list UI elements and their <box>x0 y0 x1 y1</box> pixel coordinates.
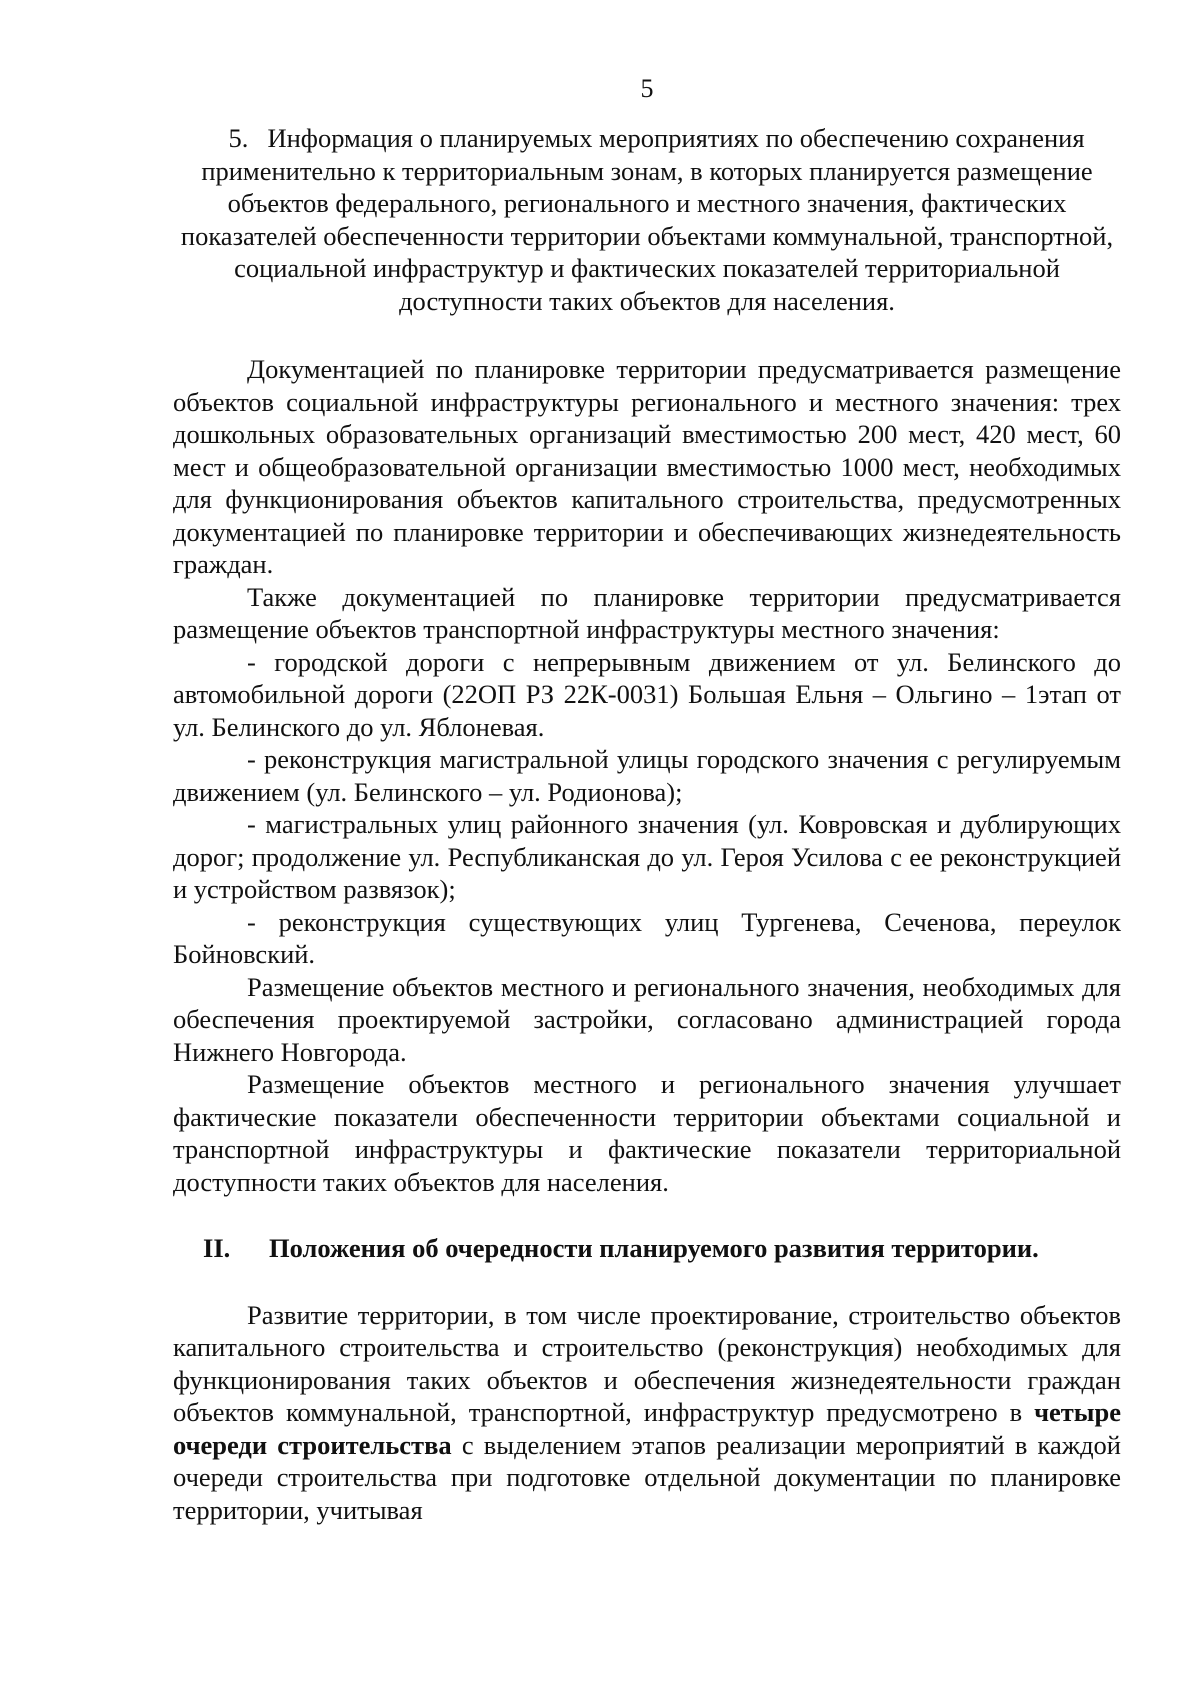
paragraph-improvement: Размещение объектов местного и регионального значения улучшает фактические показатели обеспеченности территории объектами социальной и транспортной инфраструктуры и фактические показатели территориальной доступности таких объектов для населения. <box>173 1069 1121 1197</box>
paragraph-transport-intro: Также документацией по планировке территории предусматривается размещение объектов транспортной инфраструктуры местного значения: <box>173 581 1121 644</box>
list-item-city-road: - городской дороги с непрерывным движением от ул. Белинского до автомобильной дороги (22ОП РЗ 22К-0031) Большая Ельня – Ольгино – 1этап от ул. Белинского до ул. Яблоневая. <box>173 646 1121 742</box>
list-item-main-street: - реконструкция магистральной улицы городского значения с регулируемым движением (ул. Белинского – ул. Родионова); <box>173 744 1121 807</box>
section-2-title: Положения об очередности планируемого развития территории. <box>269 1233 1039 1263</box>
paragraph-text-after: с выделением этапов реализации мероприятий в каждой очереди строительства при подготовке отдельной документации по планировке территории, учитывая <box>173 1429 1121 1525</box>
section-2-heading <box>173 1232 1121 1265</box>
list-item-district-streets: - магистральных улиц районного значения (ул. Ковровская и дублирующих дорог; продолжение ул. Республиканская до ул. Героя Усилова с ее реконструкцией и устройством развязок); <box>173 809 1121 904</box>
paragraph-text-before: Развитие территории, в том числе проектирование, строительство объектов капитального строительства и строительство (реконструкция) необходимых для функционирования таких объектов и обеспечения жизнедеятельности граждан объектов коммунальной, транспортной, инфраструктур предусмотрено в <box>173 1299 1121 1427</box>
section-5-number: 5. <box>228 123 249 153</box>
list-item-existing-streets: - реконструкция существующих улиц Тургенева, Сеченова, переулок Бойновский. <box>173 906 1121 969</box>
section-5-heading <box>173 122 1121 317</box>
paragraph-development-stages <box>173 1299 1121 1527</box>
bold-phrase: четыре очереди строительства <box>173 1397 1121 1460</box>
paragraph-social-infrastructure: Документацией по планировке территории предусматривается размещение объектов социальной инфраструктуры регионального и местного значения: трех дошкольных образовательных организаций вместимостью 200 мест, 420 мест, 60 мест и общеобразовательной организации вместимостью 1000 мест, необходимых для функционирования объектов капитального строительства, предусмотренных документацией по планировке территории и обеспечивающих жизнедеятельность граждан. <box>173 354 1121 579</box>
section-5-title: Информация о планируемых мероприятиях по обеспечению сохранения применительно к территориальным зонам, в которых планируется размещение объектов федерального, регионального и местного значения, фактических показателей обеспеченности территории объектами коммунальной, транспортной, социальной инфраструктур и фактических показателей территориальной доступности таких объектов для населения. <box>180 123 1114 316</box>
document-page <box>173 70 1121 1526</box>
page-number: 5 <box>640 74 654 103</box>
section-2-number: II. <box>203 1233 231 1263</box>
paragraph-approval: Размещение объектов местного и регионального значения, необходимых для обеспечения проектируемой застройки, согласовано администрацией города Нижнего Новгорода. <box>173 971 1121 1067</box>
